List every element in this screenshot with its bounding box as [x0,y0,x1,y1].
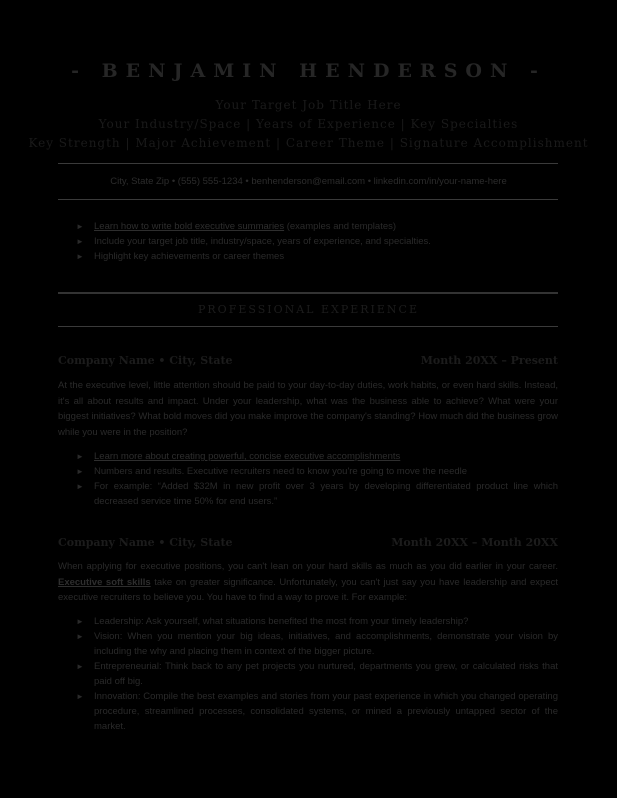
list-item [76,689,558,734]
bullet-text: Numbers and results. Executive recruiters need to know you're going to move the needle [94,466,468,477]
bullet-arrow-icon: ► [76,662,84,671]
bullet-arrow-icon: ► [76,692,84,701]
bullet-arrow-icon: ► [76,237,84,246]
bullet-arrow-icon: ► [76,482,84,491]
paragraph-text: take on greater significance. Unfortunately, you can't just say you have leadership and expect executive recruiters to believe you. You have to find a way to prove it. For example: [58,576,558,603]
bullet-text: Highlight key achievements or career themes [94,251,285,262]
list-item [76,659,558,689]
subtitle-line-1: Your Target Job Title Here [215,98,402,112]
bullet-arrow-icon: ► [76,222,84,231]
section-title: PROFESSIONAL EXPERIENCE [198,303,419,316]
bullet-arrow-icon: ► [76,452,84,461]
job-header [58,536,558,549]
bullet-text: For example: “Added $32M in new profit over 3 years by developing differentiated product line which decreased service time 50% for end users.” [94,481,558,507]
bullet-arrow-icon: ► [76,632,84,641]
list-item [76,219,558,234]
bullet-text: (examples and templates) [284,221,397,232]
divider [58,163,558,164]
job-description: At the executive level, little attention should be paid to your day-to-day duties, work habits, or even hard skills. Instead, it's all about results and impact. Under your leadership, what was the business able to achieve? What were your biggest initiatives? What bold moves did you make improve the company's standing? How much did the business grow while you were in the position? [58,380,558,438]
executive-accomplishments-link[interactable]: Learn more about creating powerful, concise executive accomplishments [94,451,401,462]
bullet-arrow-icon: ► [76,252,84,261]
job-description [58,559,558,606]
bullet-text: Vision: When you mention your big ideas, initiatives, and accomplishments, demonstrate your vision by including the why and placing them in context of the bigger picture. [94,631,558,657]
job-bullets [76,614,558,734]
divider [58,199,558,200]
summary-bullets [76,219,558,264]
divider [58,326,558,327]
job-dates: Month 20XX – Present [420,354,558,367]
list-item [76,449,558,464]
bullet-text: Entrepreneurial: Think back to any pet projects you nurtured, departments you grew, or calculated risks that paid off big. [94,661,558,687]
list-item [76,629,558,659]
paragraph-text: When applying for executive positions, you can't lean on your hard skills as much as you did earlier in your career. [58,561,558,572]
list-item [76,479,558,509]
company-name: Company Name • City, State [58,354,233,367]
bullet-text: Innovation: Compile the best examples and stories from your past experience in which you changed operating procedure, streamlined processes, consolidated systems, or mined a previously untapped sector of the market. [94,691,558,732]
candidate-name: - BENJAMIN HENDERSON - [71,60,546,82]
bullet-arrow-icon: ► [76,617,84,626]
bullet-text: Include your target job title, industry/space, years of experience, and specialties. [94,236,431,247]
subtitle-line-3: Key Strength | Major Achievement | Career Theme | Signature Accomplishment [28,136,589,150]
subtitle-line-2: Your Industry/Space | Years of Experience | Key Specialties [98,117,519,131]
bullet-text: Leadership: Ask yourself, what situations benefited the most from your timely leadership? [94,616,469,627]
list-item [76,614,558,629]
list-item [76,234,558,249]
list-item [76,249,558,264]
job-dates: Month 20XX – Month 20XX [391,536,558,549]
company-name: Company Name • City, State [58,536,233,549]
executive-soft-skills-link[interactable]: Executive soft skills [58,576,151,588]
divider [58,292,558,294]
list-item [76,464,558,479]
bullet-arrow-icon: ► [76,467,84,476]
contact-line: City, State Zip • (555) 555-1234 • benhenderson@email.com • linkedin.com/in/your-name-here [110,176,507,187]
job-header [58,354,558,367]
job-bullets [76,449,558,509]
executive-summaries-link[interactable]: Learn how to write bold executive summaries [94,221,285,232]
